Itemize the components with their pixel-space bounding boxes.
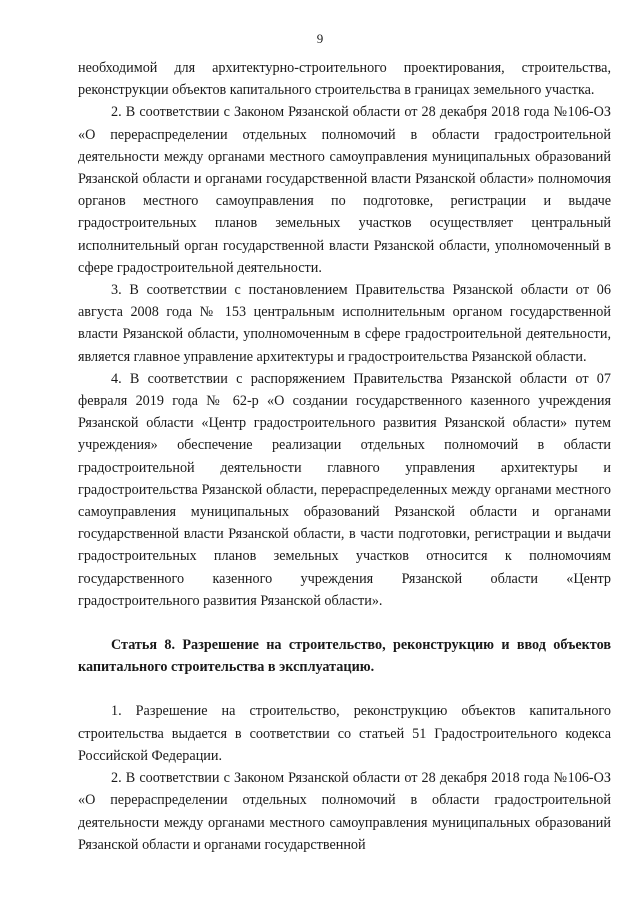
article-8-item-1: 1. Разрешение на строительство, реконструкцию объектов капитального строительства выдается в соответствии со статьей 51 Градостроительного кодекса Российской Федерации.	[78, 703, 611, 764]
paragraph-item-3: 3. В соответствии с постановлением Правительства Рязанской области от 06 августа 2008 года № 153 центральным исполнительным органом государственной власти Рязанской области, уполномоченным в сфере градостроительной деятельности, является главное управление архитектуры и градостроительства Рязанской области.	[78, 282, 611, 365]
article-8-heading: Статья 8. Разрешение на строительство, реконструкцию и ввод объектов капитального строительства в эксплуатацию.	[78, 637, 611, 676]
article-8-item-2: 2. В соответствии с Законом Рязанской области от 28 декабря 2018 года №106-ОЗ «О перераспределении отдельных полномочий в области градостроительной деятельности между органами местного самоуправления муниципальных образований Рязанской области и органами государственной	[78, 770, 611, 853]
paragraph-item-2: 2. В соответствии с Законом Рязанской области от 28 декабря 2018 года №106-ОЗ «О перераспределении отдельных полномочий в области градостроительной деятельности между органами местного самоуправления муниципальных образований Рязанской области и органами государственной власти Рязанской области» полномочия органов местного самоуправления по подготовке, регистрации и выдаче градостроительных планов земельных участков осуществляет центральный исполнительный орган государственной власти Рязанской области, уполномоченный в сфере градостроительной деятельности.	[78, 104, 611, 276]
paragraph-continuation: необходимой для архитектурно-строительного проектирования, строительства, реконструкции объектов капитального строительства в границах земельного участка.	[78, 60, 611, 99]
document-body	[78, 57, 611, 856]
paragraph-item-4: 4. В соответствии с распоряжением Правительства Рязанской области от 07 февраля 2019 года № 62-р «О создании государственного казенного учреждения Рязанской области «Центр градостроительного развития Рязанской области» путем учреждения» обеспечение реализации отдельных полномочий в области градостроительной деятельности главного управления архитектуры и градостроительства Рязанской области, перераспределенных между органами местного самоуправления муниципальных образований Рязанской области и органами государственной власти Рязанской области, в части подготовки, регистрации и выдачи градостроительных планов земельных участков относится к полномочиям государственного казенного учреждения Рязанской области «Центр градостроительного развития Рязанской области».	[78, 370, 611, 609]
page-number: 9	[316, 31, 324, 46]
